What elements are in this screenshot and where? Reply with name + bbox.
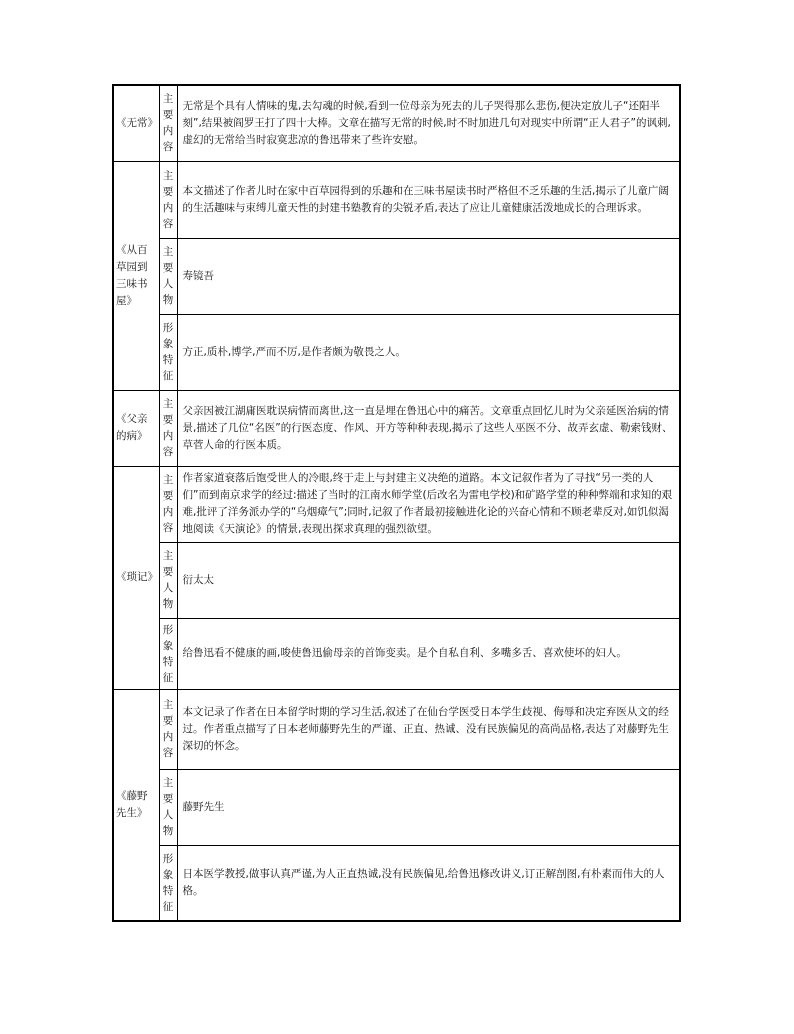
- row-label: 主要内容: [162, 474, 174, 534]
- row-content: 本文描述了作者儿时在家中百草园得到的乐趣和在三味书屋读书时严格但不乏乐趣的生活,揭示了儿童广阔的生活趣味与束缚儿童天性的封建书塾教育的尖锐矛盾,表达了应让儿童健康活泼地成长的合理诉求。: [177, 161, 680, 238]
- row-label: 主要内容: [162, 93, 174, 154]
- table-row: [113, 390, 680, 466]
- row-content: 日本医学教授,做事认真严谨,为人正直热诚,没有民族偏见,给鲁迅修改讲义,订正解剖图,有朴素而伟大的人格。: [177, 845, 680, 921]
- table-row: [113, 689, 680, 769]
- table-row: [113, 542, 680, 618]
- row-content: 衍太太: [177, 542, 680, 618]
- table-row: [113, 845, 680, 921]
- row-label: 形象特征: [162, 623, 174, 684]
- row-content: 本文记录了作者在日本留学时期的学习生活,叙述了在仙台学医受日本学生歧视、侮辱和决定弃医从文的经过。作者重点描写了日本老师藤野先生的严谨、正直、热诚、没有民族偏见的高尚品格,表达了对藤野先生深切的怀念。: [177, 689, 680, 769]
- table-row: [113, 85, 680, 161]
- work-title: 《无常》: [113, 85, 159, 161]
- table-row: [113, 618, 680, 689]
- row-content: 父亲因被江湖庸医耽误病情而离世,这一直是埋在鲁迅心中的痛苦。文章重点回忆儿时为父亲延医治病的情景,描述了几位“名医”的行医态度、作风、开方等种种表现,揭示了这些人巫医不分、故弄玄虚、勒索钱财、草菅人命的行医本质。: [177, 390, 680, 466]
- row-content: 方正,质朴,博学,严而不厉,是作者颇为敬畏之人。: [177, 314, 680, 390]
- work-title: 《琐记》: [113, 466, 159, 689]
- row-label: 主要人物: [162, 246, 174, 306]
- table-row: [113, 314, 680, 390]
- table-row: [113, 466, 680, 542]
- row-label: 主要人物: [162, 777, 174, 837]
- row-label: 主要内容: [162, 169, 174, 230]
- table-row: [113, 769, 680, 845]
- work-title: 《藤野先生》: [113, 689, 159, 921]
- row-content: 寿镜吾: [177, 238, 680, 314]
- work-title: 《从百草园到三味书屋》: [113, 161, 159, 390]
- row-label: 主要人物: [162, 550, 174, 610]
- row-content: 给鲁迅看不健康的画,唆使鲁迅偷母亲的首饰变卖。是个自私自利、多嘴多舌、喜欢使坏的妇人。: [177, 618, 680, 689]
- row-content: 无常是个具有人情味的鬼,去勾魂的时候,看到一位母亲为死去的儿子哭得那么悲伤,便决定放儿子“还阳半刻”,结果被阎罗王打了四十大棒。文章在描写无常的时候,时不时加进几句对现实中所谓“正人君子”的讽刺,虚幻的无常给当时寂寞悲凉的鲁迅带来了些许安慰。: [177, 85, 680, 161]
- row-label: 形象特征: [162, 852, 174, 913]
- literature-summary-table: [112, 84, 681, 922]
- row-label: 形象特征: [162, 322, 174, 382]
- table-row: [113, 161, 680, 238]
- row-content: 作者家道衰落后饱受世人的冷眼,终于走上与封建主义决绝的道路。本文记叙作者为了寻找“另一类的人们”而到南京求学的经过:描述了当时的江南水师学堂(后改名为雷电学校)和矿路学堂的种种弊端和求知的艰难,批评了洋务派办学的“乌烟瘴气”;同时,记叙了作者最初接触进化论的兴奋心情和不顾老辈反对,如饥似渴地阅读《天演论》的情景,表现出探求真理的强烈欲望。: [177, 466, 680, 542]
- row-content: 藤野先生: [177, 769, 680, 845]
- row-label: 主要内容: [162, 398, 174, 458]
- work-title: 《父亲的病》: [113, 390, 159, 466]
- row-label: 主要内容: [162, 699, 174, 759]
- table-row: [113, 238, 680, 314]
